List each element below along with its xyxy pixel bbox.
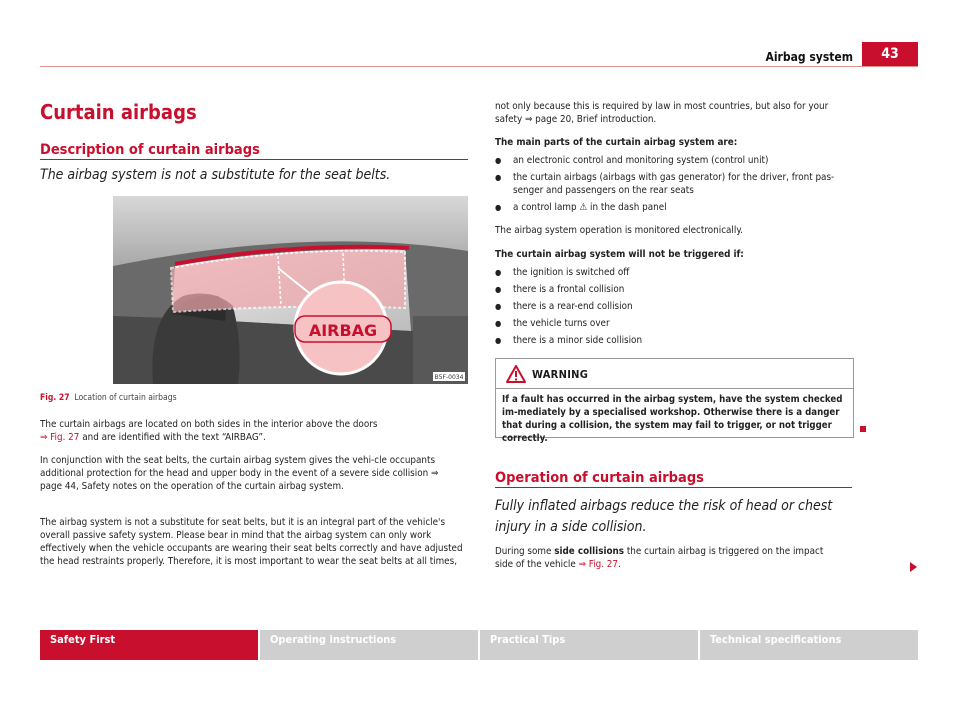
list-item: ● an electronic control and monitoring system (control unit) (495, 154, 855, 167)
caption-text: Location of curtain airbags (74, 393, 177, 403)
warning-header (496, 359, 853, 389)
warning-title: WARNING (532, 368, 589, 381)
list-item: ● the ignition is switched off (495, 266, 855, 279)
parts-heading (495, 136, 855, 149)
tab-safety-first[interactable]: Safety First (40, 630, 258, 660)
list-item: ● there is a frontal collision (495, 283, 855, 296)
paragraph-location-text: The curtain airbags are located on both sides in the interior above the doors (40, 419, 378, 430)
list-item: ● a control lamp ⚠ in the dash panel (495, 201, 855, 214)
lead-sentence: The airbag system is not a substitute for the seat belts. (40, 167, 391, 183)
warning-text: If a fault has occurred in the airbag system, have the system checked im-mediately by a specialised workshop. Otherwise there is a danger that during a collision, the system may fail to trigger, or not trigger correctly. (502, 394, 843, 444)
list-item: ● there is a rear-end collision (495, 300, 855, 313)
tab-practical-tips[interactable]: Practical Tips (480, 630, 698, 660)
continue-arrow-icon (910, 562, 917, 572)
subsection-title: Description of curtain airbags (40, 142, 260, 158)
paragraph-operation-end: . (618, 559, 621, 570)
lead-sentence-operation: Fully inflated airbags reduce the risk of head or chest injury in a side collision. (495, 498, 833, 535)
paragraph-operation-bold: side collisions (554, 546, 625, 557)
fig-27-link[interactable]: ⇒ Fig. 27 (40, 432, 80, 443)
paragraph-location (40, 418, 468, 444)
paragraph-location-text-end: and are identified with the text “AIRBAG”. (79, 432, 266, 443)
paragraph-protection: In conjunction with the seat belts, the curtain airbag system gives the vehi-cle occupants additional protection for the head and upper body in the event of a severe side collision ⇒ page 44, Safety notes on the operation of the curtain airbag system. (40, 455, 439, 492)
subsection-rule-operation (495, 487, 852, 488)
warning-box (495, 358, 854, 444)
paragraph-continued: not only because this is required by law in most countries, but also for your safety ⇒ page 20, Brief introduction. (495, 101, 829, 125)
paragraph-operation (495, 545, 840, 571)
list-item: ● the curtain airbags (airbags with gas generator) for the driver, front pas-senger and passengers on the rear seats (495, 171, 855, 197)
running-header: Airbag system (765, 50, 853, 64)
warning-triangle-icon (506, 365, 526, 383)
paragraph-passive-safety: The airbag system is not a substitute for seat belts, but it is an integral part of the vehicle's overall passive safety system. Please bear in mind that the airbag system can only work effectively when the vehicle occupants are wearing their seat belts correctly and have adjusted the head restraints properly. Therefore, it is most important to wear the seat belts at all times, (40, 517, 463, 567)
section-end-marker (860, 426, 866, 432)
curtain-airbag-figure (113, 196, 468, 384)
fig-27-link-2[interactable]: ⇒ Fig. 27 (578, 559, 619, 570)
monitored-note: The airbag system operation is monitored electronically. (495, 225, 743, 236)
header-rule (40, 66, 918, 67)
parts-list (495, 154, 855, 218)
subsection-title-operation: Operation of curtain airbags (495, 470, 704, 486)
not-triggered-list (495, 266, 855, 351)
caption-number: Fig. 27 (40, 393, 70, 403)
section-title: Curtain airbags (40, 100, 197, 124)
airbag-badge: AIRBAG (308, 321, 378, 340)
paragraph-operation-text: During some (495, 546, 555, 557)
figure-code: B5F-0034 (434, 374, 464, 381)
page-number: 43 (862, 42, 918, 66)
list-item: ● there is a minor side collision (495, 334, 855, 347)
not-triggered-heading-text: The curtain airbag system will not be triggered if: (495, 249, 744, 260)
tab-technical-specifications[interactable]: Technical specifications (700, 630, 918, 660)
subsection-rule (40, 159, 468, 160)
list-item: ● the vehicle turns over (495, 317, 855, 330)
tab-operating-instructions[interactable]: Operating instructions (260, 630, 478, 660)
not-triggered-heading (495, 248, 855, 261)
footer-nav (40, 630, 918, 660)
parts-heading-text: The main parts of the curtain airbag system are: (495, 137, 738, 148)
paragraph-operation-text-2: the curtain airbag is triggered on the impact side of the vehicle (495, 546, 824, 570)
figure-caption (40, 393, 177, 403)
